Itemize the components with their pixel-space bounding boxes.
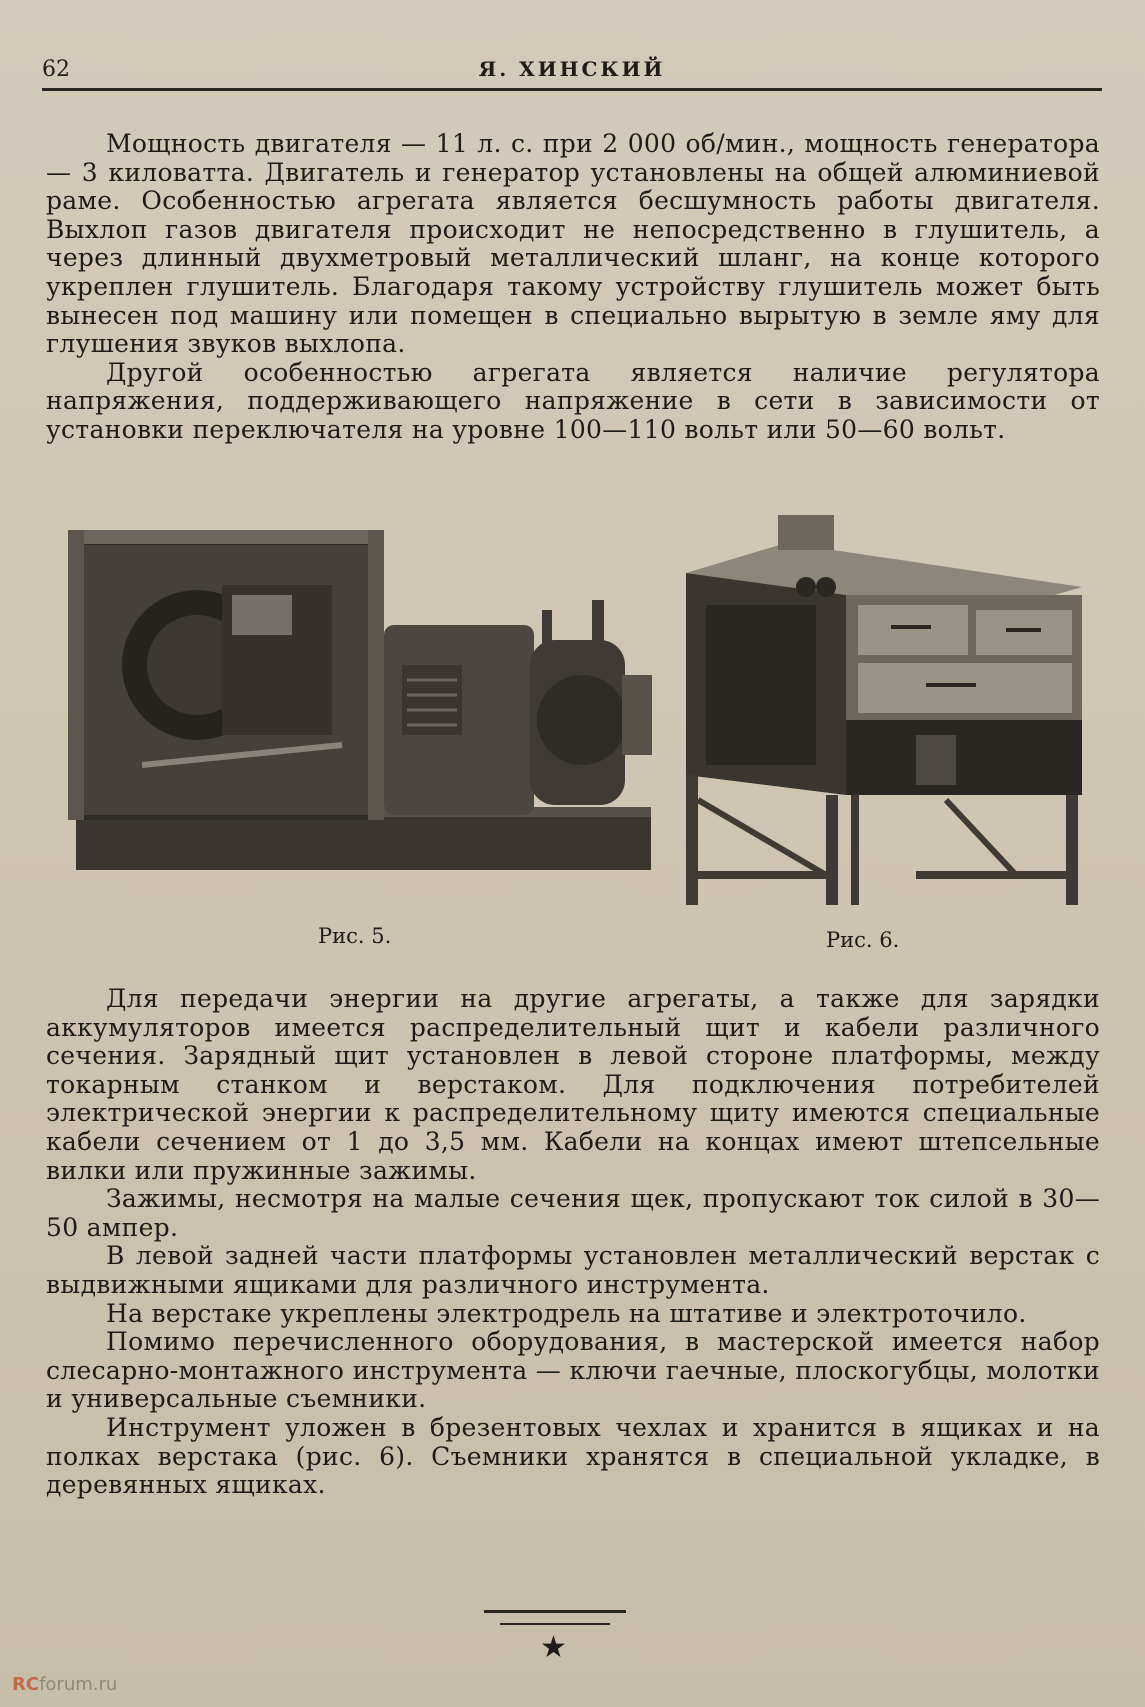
star-ornament-icon: ★ [540,1630,567,1665]
paragraph: Помимо перечисленного оборудования, в мастерской имеется набор слесарно-монтажного инструмента — ключи гаечные, плоскогубцы, молотки и универсальные съемники. [46,1327,1100,1414]
end-rule [484,1610,626,1613]
bottom-text-block [46,985,1100,1500]
figure-5-caption: Рис. 5. [318,924,392,948]
paragraph: В левой задней части платформы установлен металлический верстак с выдвижными ящиками для различного инструмента. [46,1241,1100,1299]
paragraph: Для передачи энергии на другие агрегаты, а также для зарядки аккумуляторов имеется распределительный щит и кабели различного сечения. Зарядный щит установлен в левой стороне платформы, между токарным станком и верстаком. Для подключения потребителей электрической энергии к распределительному щиту имеются специальные кабели сечением от 1 до 3,5 мм. Кабели на концах имеют штепсельные вилки или пружинные зажимы. [46,984,1100,1185]
figure-6-caption: Рис. 6. [826,928,900,952]
watermark-domain: forum.ru [39,1674,118,1695]
page-header [42,55,1102,91]
paragraph: На верстаке укреплены электродрель на штативе и электроточило. [106,1298,1027,1328]
paragraph: Инструмент уложен в брезентовых чехлах и хранится в ящиках и на полках верстака (рис. 6). Съемники хранятся в специальной укладке, в деревянных ящиках. [46,1412,1100,1500]
paragraph: Зажимы, несмотря на малые сечения щек, пропускают ток силой в 30—50 ампер. [46,1184,1100,1242]
figure-5-generator-photo [62,515,654,890]
top-text-block [46,130,1100,445]
watermark [12,1674,117,1695]
paragraph: Другой особенностью агрегата является наличие регулятора напряжения, поддерживающего напряжение в сети в зависимости от установки переключателя на уровне 100—110 вольт или 50—60 вольт. [46,357,1100,444]
running-head: Я. ХИНСКИЙ [478,57,666,81]
page-number: 62 [42,57,70,82]
paragraph: Мощность двигателя — 11 л. с. при 2 000 об/мин., мощность генератора — 3 киловатта. Двигатель и генератор установлены на общей алюминиевой раме. Особенностью агрегата является бесшумность работы двигателя. Выхлоп газов двигателя происходит не непосредственно в глушитель, а через длинный двухметровый металлический шланг, на конце которого укреплен глушитель. Благодаря такому устройству глушитель может быть вынесен под машину или помещен в специально вырытую в земле яму для глушения звуков выхлопа. [46,129,1100,359]
end-rule-short [500,1623,610,1625]
watermark-rc: RC [12,1674,40,1695]
figure-6-workbench-photo [686,515,1082,905]
header-rule [42,88,1102,91]
